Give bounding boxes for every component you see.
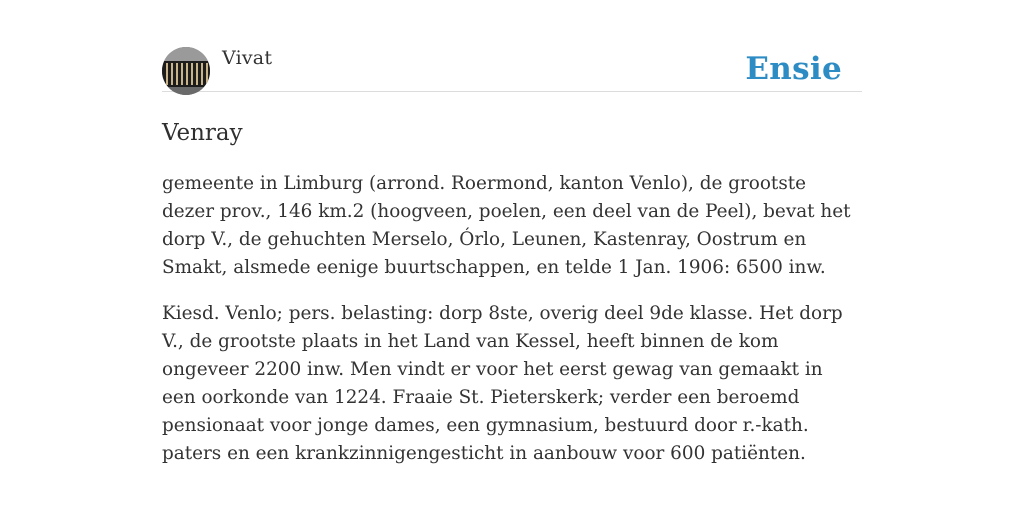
article-paragraph: gemeente in Limburg (arrond. Roermond, kanton Venlo), de grootste dezer prov., 146 km.2 (hoogveen, poelen, een deel van de Peel), bevat het dorp V., de gehuchten Merselo, Órlo, Leunen, Kastenray, Oostrum en Smakt, alsmede eenige buurtschappen, en telde 1 Jan. 1906: 6500 inw.: [162, 173, 851, 278]
source-name[interactable]: Vivat: [222, 47, 273, 69]
source-avatar[interactable]: [162, 47, 210, 95]
article-page: [162, 46, 862, 486]
source-header: [162, 46, 862, 92]
article-body: [162, 170, 862, 468]
brand-logo[interactable]: Ensie: [745, 51, 842, 87]
page-title: Venray: [162, 120, 243, 146]
book-spines-icon: [162, 47, 210, 95]
article-paragraph: Kiesd. Venlo; pers. belasting: dorp 8ste, overig deel 9de klasse. Het dorp V., de grootste plaats in het Land van Kessel, heeft binnen de kom ongeveer 2200 inw. Men vindt er voor het eerst gewag van gemaakt in een oorkonde van 1224. Fraaie St. Pieterskerk; verder een beroemd pensionaat voor jonge dames, een gymnasium, bestuurd door r.-kath. paters en een krankzinnigengesticht in aanbouw voor 600 patiënten.: [162, 303, 843, 464]
